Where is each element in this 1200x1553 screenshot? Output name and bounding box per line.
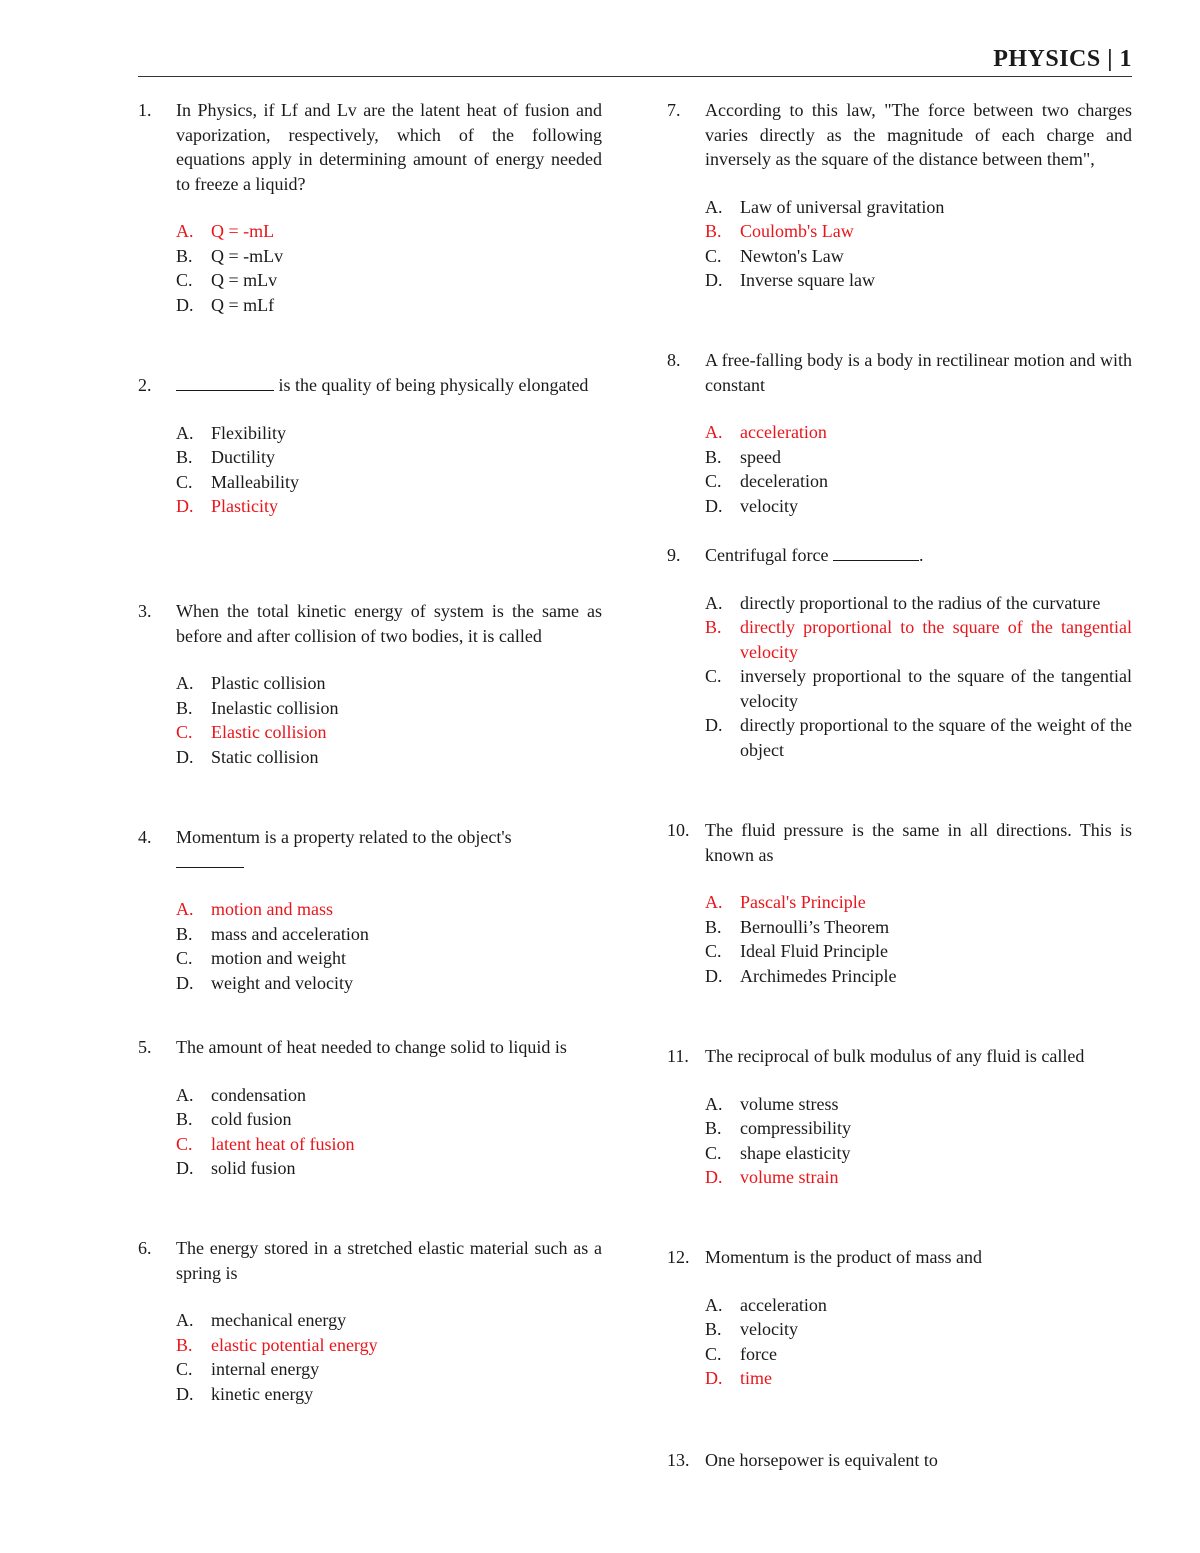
- option: [705, 964, 1132, 989]
- option-text: solid fusion: [211, 1158, 296, 1178]
- option-text: deceleration: [740, 471, 828, 491]
- question-number: 8.: [667, 350, 681, 370]
- option: [176, 1156, 602, 1181]
- question-stem: [667, 1044, 1132, 1069]
- option: [176, 421, 602, 446]
- question-text-wrap: [176, 373, 602, 398]
- question-stem: [667, 543, 1132, 568]
- answer-blank: [176, 851, 244, 868]
- option-letter: A.: [176, 1310, 194, 1330]
- option: [176, 470, 602, 495]
- question-number: 1.: [138, 100, 152, 120]
- option: [705, 664, 1132, 713]
- option-text: velocity: [740, 1319, 798, 1339]
- option: [176, 1333, 602, 1358]
- option: [705, 219, 1132, 244]
- option: [705, 469, 1132, 494]
- question-text: One horsepower is equivalent to: [705, 1450, 938, 1470]
- option: [176, 1107, 602, 1132]
- option-letter: A.: [176, 1084, 194, 1105]
- option-letter: A.: [705, 1294, 723, 1315]
- option-letter: D.: [176, 972, 194, 993]
- option-letter: A.: [176, 899, 194, 919]
- question-stem: [138, 98, 602, 196]
- question-4: [138, 825, 602, 995]
- option: [176, 897, 602, 922]
- option-letter: C.: [705, 471, 722, 491]
- question-10: [667, 818, 1132, 988]
- question-text: The amount of heat needed to change solid to liquid is: [176, 1037, 567, 1057]
- question-number: 9.: [667, 545, 681, 565]
- option: [176, 946, 602, 971]
- option-text: latent heat of fusion: [211, 1133, 355, 1154]
- question-text-end: .: [918, 545, 924, 565]
- option: [705, 195, 1132, 220]
- option-letter: D.: [176, 1158, 194, 1178]
- option-text: shape elasticity: [740, 1142, 851, 1163]
- option: [176, 1083, 602, 1108]
- option-text: Q = mLv: [211, 270, 278, 290]
- option: [705, 713, 1132, 762]
- option-letter: D.: [176, 294, 194, 315]
- option-letter: B.: [176, 1109, 193, 1129]
- option-letter: C.: [176, 471, 193, 492]
- option-letter: B.: [176, 447, 193, 467]
- option-text: Bernoulli’s Theorem: [740, 916, 890, 937]
- question-8: [667, 348, 1132, 518]
- question-number: 10.: [667, 820, 690, 840]
- option-list: [176, 421, 602, 519]
- option-text: motion and weight: [211, 948, 346, 968]
- question-stem: [138, 599, 602, 648]
- option-letter: A.: [176, 673, 194, 693]
- option-text: Ideal Fluid Principle: [740, 941, 888, 961]
- question-number: 4.: [138, 827, 152, 847]
- option-text: directly proportional to the square of the tangential velocity: [740, 617, 1132, 662]
- question-stem: [667, 1448, 1132, 1473]
- option-letter: A.: [705, 892, 723, 912]
- option-text: Static collision: [211, 746, 319, 767]
- option-text: compressibility: [740, 1118, 851, 1138]
- option: [705, 1317, 1132, 1342]
- option-text: Law of universal gravitation: [740, 196, 945, 217]
- option-text: inversely proportional to the square of the tangential velocity: [740, 666, 1132, 711]
- option-text: directly proportional to the radius of the curvature: [740, 592, 1101, 613]
- question-text: is the quality of being physically elongated: [278, 375, 589, 395]
- option-letter: C.: [176, 948, 193, 968]
- option-letter: B.: [705, 617, 722, 637]
- option: [705, 445, 1132, 470]
- option-letter: B.: [705, 916, 722, 937]
- option-letter: C.: [176, 1359, 193, 1379]
- option: [176, 671, 602, 696]
- option: [176, 268, 602, 293]
- option-text: Elastic collision: [211, 722, 327, 742]
- option-letter: D.: [705, 1167, 723, 1187]
- option-text: Q = -mLv: [211, 245, 284, 266]
- option: [705, 615, 1132, 664]
- option-list: [705, 195, 1132, 293]
- option-text: Flexibility: [211, 422, 287, 443]
- question-text: The fluid pressure is the same in all directions. This is known as: [705, 820, 1132, 865]
- option-text: Q = mLf: [211, 294, 275, 315]
- question-6: [138, 1236, 602, 1406]
- question-number: 5.: [138, 1037, 152, 1057]
- option-text: Malleability: [211, 471, 299, 492]
- option-list: [705, 591, 1132, 763]
- option-text: acceleration: [740, 422, 827, 442]
- question-3: [138, 599, 602, 769]
- option-letter: B.: [705, 1319, 722, 1339]
- page-title: PHYSICS | 1: [993, 46, 1132, 72]
- question-text: Centrifugal force: [705, 545, 829, 565]
- option-list: [176, 671, 602, 769]
- option: [176, 745, 602, 770]
- option-text: time: [740, 1368, 772, 1388]
- question-number: 11.: [667, 1046, 689, 1066]
- option-letter: C.: [705, 1343, 722, 1364]
- option: [705, 890, 1132, 915]
- option-text: volume strain: [740, 1167, 839, 1187]
- option-letter: B.: [705, 446, 722, 467]
- option: [705, 1293, 1132, 1318]
- option: [705, 1366, 1132, 1391]
- option-list: [705, 890, 1132, 988]
- option-text: Newton's Law: [740, 245, 844, 266]
- option-list: [176, 897, 602, 995]
- question-number: 12.: [667, 1247, 690, 1267]
- option-letter: B.: [176, 923, 193, 944]
- question-stem: [667, 348, 1132, 397]
- option-text: Inelastic collision: [211, 697, 339, 718]
- option-text: Plasticity: [211, 496, 278, 516]
- option: [705, 1141, 1132, 1166]
- option-letter: B.: [176, 697, 193, 718]
- option-letter: A.: [176, 221, 194, 241]
- question-number: 13.: [667, 1450, 690, 1470]
- option-list: [176, 1308, 602, 1406]
- answer-blank: [833, 544, 919, 561]
- question-1: [138, 98, 602, 317]
- option: [705, 1165, 1132, 1190]
- option-text: directly proportional to the square of the weight of the object: [740, 715, 1132, 760]
- option-letter: D.: [176, 496, 194, 516]
- option-letter: A.: [176, 422, 194, 443]
- question-text-wrap: [176, 825, 602, 874]
- option: [176, 971, 602, 996]
- question-number: 2.: [138, 375, 152, 395]
- question-2: [138, 373, 602, 519]
- option: [705, 1092, 1132, 1117]
- option-letter: C.: [705, 666, 722, 686]
- option-letter: C.: [705, 1142, 722, 1163]
- question-7: [667, 98, 1132, 293]
- question-text: When the total kinetic energy of system is the same as before and after collision of two bodies, it is called: [176, 601, 602, 646]
- option: [176, 922, 602, 947]
- question-11: [667, 1044, 1132, 1190]
- option-text: Coulomb's Law: [740, 221, 854, 241]
- option: [705, 939, 1132, 964]
- option-letter: D.: [705, 965, 723, 986]
- question-stem: [138, 373, 602, 398]
- option-text: Ductility: [211, 447, 275, 467]
- question-text: In Physics, if Lf and Lv are the latent heat of fusion and vaporization, respectively, which of the following equations apply in determining amount of energy needed to freeze a liquid?: [176, 100, 602, 194]
- question-text: The reciprocal of bulk modulus of any fluid is called: [705, 1046, 1085, 1066]
- question-stem: [138, 1236, 602, 1285]
- option: [176, 293, 602, 318]
- question-text: According to this law, "The force between two charges varies directly as the magnitude of each charge and inversely as the square of the distance between them",: [705, 100, 1132, 169]
- option-text: mass and acceleration: [211, 923, 369, 944]
- option-letter: A.: [705, 1093, 723, 1114]
- question-9: [667, 543, 1132, 762]
- option-letter: D.: [705, 270, 723, 290]
- option-list: [705, 1092, 1132, 1190]
- option-letter: B.: [176, 245, 193, 266]
- option: [176, 1132, 602, 1157]
- option-letter: C.: [705, 941, 722, 961]
- option-letter: A.: [705, 422, 723, 442]
- question-13: [667, 1448, 1132, 1473]
- option-text: force: [740, 1343, 777, 1364]
- option-letter: A.: [705, 592, 723, 613]
- option: [705, 268, 1132, 293]
- question-12: [667, 1245, 1132, 1391]
- option-letter: C.: [176, 1133, 193, 1154]
- option: [705, 915, 1132, 940]
- option-letter: D.: [176, 746, 194, 767]
- option: [705, 591, 1132, 616]
- option-letter: D.: [705, 715, 723, 735]
- option: [176, 720, 602, 745]
- option: [176, 445, 602, 470]
- question-stem: [667, 818, 1132, 867]
- question-text-wrap: [705, 543, 1132, 568]
- option-list: [176, 1083, 602, 1181]
- option: [176, 219, 602, 244]
- option-text: Q = -mL: [211, 221, 275, 241]
- question-text: Momentum is the product of mass and: [705, 1247, 982, 1267]
- question-number: 3.: [138, 601, 152, 621]
- option-letter: B.: [705, 1118, 722, 1138]
- question-stem: [667, 98, 1132, 172]
- option: [176, 696, 602, 721]
- option-text: motion and mass: [211, 899, 333, 919]
- option-text: internal energy: [211, 1359, 320, 1379]
- option: [705, 1116, 1132, 1141]
- question-stem: [138, 825, 602, 874]
- option-text: Plastic collision: [211, 673, 326, 693]
- option-letter: C.: [176, 722, 193, 742]
- option-text: cold fusion: [211, 1109, 292, 1129]
- option-text: acceleration: [740, 1294, 827, 1315]
- option-letter: D.: [705, 1368, 723, 1388]
- option-text: volume stress: [740, 1093, 839, 1114]
- option-text: condensation: [211, 1084, 306, 1105]
- question-number: 7.: [667, 100, 681, 120]
- question-stem: [138, 1035, 602, 1060]
- page-header: [138, 44, 1132, 77]
- option-text: velocity: [740, 495, 798, 516]
- option: [176, 1357, 602, 1382]
- question-text: A free-falling body is a body in rectilinear motion and with constant: [705, 350, 1132, 395]
- option-text: Archimedes Principle: [740, 965, 897, 986]
- question-5: [138, 1035, 602, 1181]
- option-letter: C.: [176, 270, 193, 290]
- option-letter: B.: [705, 221, 722, 241]
- option-list: [705, 420, 1132, 518]
- option: [705, 244, 1132, 269]
- option-text: kinetic energy: [211, 1383, 314, 1404]
- option: [705, 1342, 1132, 1367]
- option-letter: A.: [705, 196, 723, 217]
- option: [176, 244, 602, 269]
- option-text: Pascal's Principle: [740, 892, 866, 912]
- question-text: Momentum is a property related to the object's: [176, 827, 512, 847]
- option-text: speed: [740, 446, 781, 467]
- option-letter: D.: [705, 495, 723, 516]
- option-list: [176, 219, 602, 317]
- option-letter: B.: [176, 1334, 193, 1355]
- option-letter: C.: [705, 245, 722, 266]
- option-text: mechanical energy: [211, 1310, 347, 1330]
- option-text: weight and velocity: [211, 972, 353, 993]
- option: [176, 494, 602, 519]
- option-list: [705, 1293, 1132, 1391]
- option: [176, 1382, 602, 1407]
- option-text: Inverse square law: [740, 270, 875, 290]
- option-letter: D.: [176, 1383, 194, 1404]
- option: [176, 1308, 602, 1333]
- question-text: The energy stored in a stretched elastic material such as a spring is: [176, 1238, 602, 1283]
- option: [705, 494, 1132, 519]
- answer-blank: [176, 374, 274, 391]
- question-number: 6.: [138, 1238, 152, 1258]
- question-stem: [667, 1245, 1132, 1270]
- option: [705, 420, 1132, 445]
- option-text: elastic potential energy: [211, 1334, 378, 1355]
